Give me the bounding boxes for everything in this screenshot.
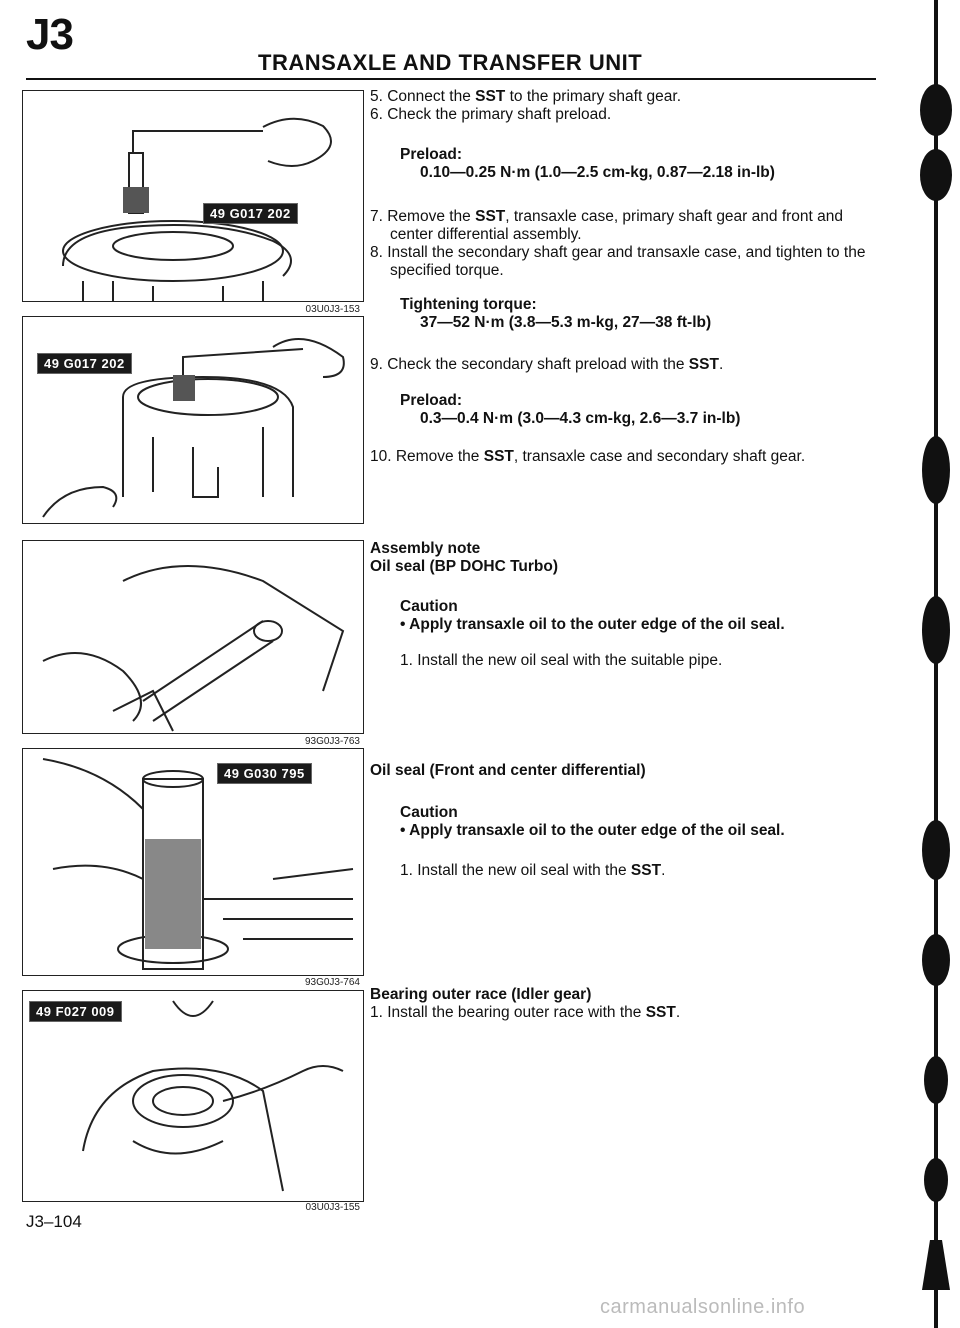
sst-tag: 49 G017 202 [203, 203, 298, 224]
oil-seal-pipe-illustration [23, 541, 363, 733]
secondary-shaft-illustration [23, 317, 363, 523]
watermark: carmanualsonline.info [600, 1296, 806, 1318]
steps-5-6: 5. Connect the SST to the primary shaft gear. 6. Check the primary shaft preload. [370, 88, 682, 123]
preload-primary: Preload: 0.10—0.25 N·m (1.0—2.5 cm-kg, 0.87—2.18 in-lb) [400, 146, 775, 181]
section-code: J3 [26, 10, 73, 59]
figure-secondary-shaft-preload [22, 316, 364, 524]
step-9: 9. Check the secondary shaft preload with the SST. [370, 356, 724, 373]
figure-primary-shaft-preload [22, 90, 364, 302]
sst-tag: 49 G017 202 [37, 353, 132, 374]
figure-code: 03U0J3-155 [305, 1202, 360, 1213]
figure-code: 93G0J3-764 [304, 977, 360, 988]
figure-code: 93G0J3-763 [304, 736, 360, 747]
oil-seal-step-pipe: 1. Install the new oil seal with the suitable pipe. [400, 652, 723, 669]
preload-secondary: Preload: 0.3—0.4 N·m (3.0—4.3 cm-kg, 2.6—3.7 in-lb) [400, 392, 741, 427]
binding-edge-decoration [896, 0, 960, 1328]
primary-shaft-illustration [23, 91, 363, 301]
header-divider [26, 78, 876, 80]
assembly-note-section: Assembly note Oil seal (BP DOHC Turbo) [370, 540, 559, 575]
sst-tag: 49 F027 009 [29, 1001, 122, 1022]
oil-seal-front-illustration [23, 749, 363, 975]
oil-seal-front-title: Oil seal (Front and center differential) [370, 762, 646, 779]
oil-seal-step-sst: 1. Install the new oil seal with the SST. [400, 862, 666, 879]
sst-tag: 49 G030 795 [217, 763, 312, 784]
caution-1: Caution • Apply transaxle oil to the outer edge of the oil seal. [400, 598, 785, 633]
bearing-outer-race-section: Bearing outer race (Idler gear) 1. Install the bearing outer race with the SST. [370, 986, 681, 1021]
figure-code: 03U0J3-153 [305, 304, 360, 315]
figure-bearing-outer-race [22, 990, 364, 1202]
caution-2: Caution • Apply transaxle oil to the outer edge of the oil seal. [400, 804, 785, 839]
page-number: J3–104 [26, 1212, 82, 1231]
step-10: 10. Remove the SST, transaxle case and secondary shaft gear. [370, 448, 806, 465]
page-title: TRANSAXLE AND TRANSFER UNIT [258, 50, 643, 75]
steps-7-8: 7. Remove the SST, transaxle case, primary shaft gear and front and center differential assembly. 8. Install the secondary shaft gear and transaxle case, and tighten to the specified torque. [370, 208, 866, 279]
bearing-race-illustration [23, 991, 363, 1201]
figure-oil-seal-pipe [22, 540, 364, 734]
figure-oil-seal-front [22, 748, 364, 976]
tightening-torque: Tightening torque: 37—52 N·m (3.8—5.3 m-kg, 27—38 ft-lb) [400, 296, 712, 331]
